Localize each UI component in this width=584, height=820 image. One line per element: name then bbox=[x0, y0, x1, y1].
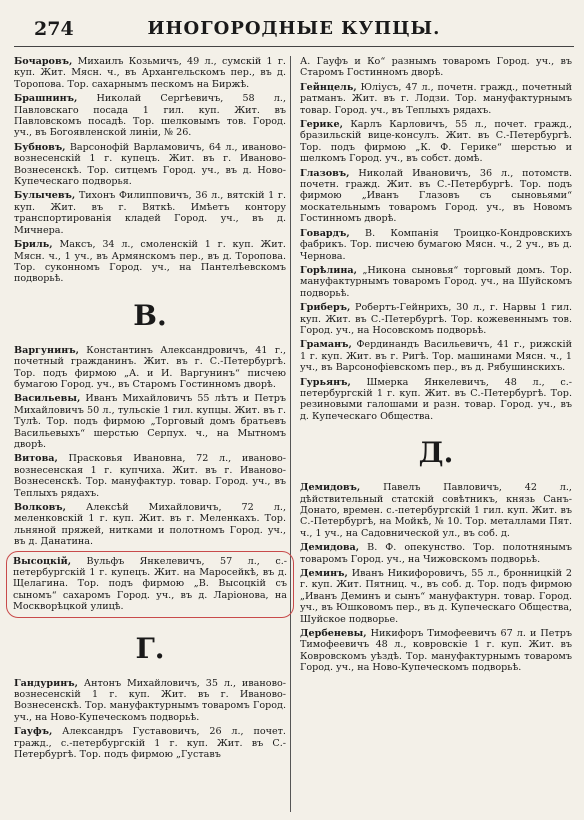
entry-name: Волковъ, bbox=[14, 502, 66, 513]
directory-entry bbox=[14, 56, 286, 90]
entry-detail: Шмерка Янкелевичъ, 48 л., с.-петербургскій 1 г. куп. Жит. въ С.-Петербургѣ. Тор. резиновыми галошами и разн. товар. Город. уч., въ д. Купеческаго Общества. bbox=[300, 376, 572, 422]
entry-name: Гауфъ, bbox=[14, 726, 53, 738]
directory-entry bbox=[14, 142, 286, 188]
entry-name: Дербеневы, bbox=[300, 628, 367, 640]
entry-detail: Робертъ-Гейнрихъ, 30 л., г. Нарвы 1 гил. куп. Жит. въ С.-Петербургѣ. Тор. кожевеннымъ тов. Город. уч., на Носовскомъ подворьѣ. bbox=[300, 302, 572, 336]
directory-entry bbox=[300, 302, 572, 336]
column-divider bbox=[290, 56, 291, 812]
entry-detail: Алексѣй Михайловичъ, 72 л., меленковскій 1 г. куп. Жит. въ г. Меленкахъ. Тор. льняной пряжей, нитками и полотномъ Город. уч., въ д. Данатина. bbox=[14, 502, 286, 548]
entry-detail: Иванъ Михайловичъ 55 лѣтъ и Петръ Михайловичъ 50 л., тульскіе 1 гил. купцы. Жит. въ г. Тулѣ. Тор. подъ фирмою „Торговый домъ братьевъ Васильевыхъ“ шерстью Серпух. ч., на Мытномъ дворѣ. bbox=[14, 393, 286, 450]
directory-entry bbox=[300, 628, 572, 674]
entry-detail: Максъ, 34 л., смоленскій 1 г. куп. Жит. Мясн. ч., 1 уч., въ Армянскомъ пер., въ д. Торопова. Тор. суконномъ Город. уч., на Пантелѣевскомъ подворьѣ. bbox=[14, 239, 286, 285]
entry-name: Горѣлина, bbox=[300, 264, 357, 276]
directory-entry bbox=[14, 93, 286, 139]
entry-detail: Фердинандъ Васильевичъ, 41 г., рижскій 1 г. куп. Жит. въ г. Ригѣ. Тор. машинами Мясн. ч., 1 уч., въ Варсонофіевскомъ пер., въ д. Рябушинскихъ. bbox=[300, 339, 572, 374]
entries-g-continued bbox=[300, 56, 572, 422]
entry-detail: Варсонофій Варламовичъ, 64 л., иваново-вознесенскій 1 г. купецъ. Жит. въ г. Иваново-Вознесенскѣ. Тор. ситцемъ Город. уч., въ д. Ново-Купеческаго подворья. bbox=[14, 141, 286, 188]
entry-name: Демидова, bbox=[300, 542, 360, 554]
entry-name: Высоцкій, bbox=[13, 555, 72, 567]
section-letter-g: Г. bbox=[135, 631, 165, 665]
directory-entry bbox=[14, 239, 286, 285]
entry-detail: Константинъ Александровичъ, 41 г., почетный гражданинъ. Жит. въ г. С.-Петербургѣ. Тор. подъ фирмою „А. и И. Варгунинъ“ писчею бумагою Город. уч., въ Старомъ Гостинномъ дворѣ. bbox=[14, 344, 286, 390]
directory-entry bbox=[300, 542, 572, 565]
entry-detail: Прасковья Ивановна, 72 л., иваново-вознесенская 1 г. купчиха. Жит. въ г. Иваново-Вознесенскѣ. Тор. мануфактур. товар. Город. уч., въ Теплыхъ рядахъ. bbox=[14, 453, 286, 499]
entry-detail: Тихонъ Филипповичъ, 36 л., вятскій 1 г. куп. Жит. въ г. Вяткѣ. Имѣетъ контору транспортированія кладей Город. уч., въ д. Мичнера. bbox=[14, 190, 286, 236]
entry-detail: Александръ Густавовичъ, 26 л., почет. гражд., с.-петербургскій 1 г. куп. Жит. въ С.-Петербургѣ. Тор. подъ фирмою „Густавъ bbox=[14, 726, 286, 761]
entry-detail: Никифоръ Тимофеевичъ 67 л. и Петръ Тимофеевичъ 48 л., ковровскіе 1 г. куп. Жит. въ Ковровскомъ уѣздѣ. Тор. мануфактурнымъ товаромъ Город. уч., на Ново-Купеческомъ подворьѣ. bbox=[300, 628, 572, 674]
entry-detail: Николай Сергѣевичъ, 58 л., Павловскаго посада 1 гил. куп. Жит. въ Павловскомъ посадѣ. Тор. шелковымъ тов. Город. уч., въ Богоявленской линіи, № 26. bbox=[14, 93, 286, 139]
directory-entry bbox=[14, 502, 286, 548]
entry-name: Деминъ, bbox=[300, 568, 348, 580]
entry-detail: В. Компанія Троицко-Кондровскихъ фабрикъ. Тор. писчею бумагою Мясн. ч., 2 уч., въ д. Чернова. bbox=[300, 227, 572, 262]
entry-detail: Карлъ Карловичъ, 55 л., почет. гражд., бразильскій вице-консулъ. Жит. въ С.-Петербургѣ. Тор. подъ фирмою „К. Ф. Герике“ шерстью и шелкомъ Город. уч., въ собст. домѣ. bbox=[300, 119, 572, 165]
entry-name: Витова, bbox=[14, 453, 58, 465]
directory-entry bbox=[300, 265, 572, 299]
entry-detail: „Никона сыновья“ торговый домъ. Тор. мануфактурнымъ товаромъ Город. уч., на Шуйскомъ подворьѣ. bbox=[300, 264, 572, 299]
entry-name: Васильевы, bbox=[14, 393, 81, 405]
entry-detail: Антонъ Михайловичъ, 35 л., иваново-вознесенскій 1 г. куп. Жит. въ г. Иваново-Вознесенскѣ. Тор. мануфактурнымъ товаромъ Город. уч., на Ново-Купеческомъ подворьѣ. bbox=[14, 677, 286, 723]
right-column bbox=[300, 56, 572, 677]
entry-name: Брашнинъ, bbox=[14, 93, 78, 105]
entry-detail: Вульфъ Янкелевичъ, 57 л., с.-петербургскій 1 г. купецъ. Жит. на Маросейкѣ, въ д. Щелагина. Тор. подъ фирмою „В. Высоцкій съ сыномъ“ сахаромъ Город. уч., въ д. Ларіонова, на Москворѣцкой улицѣ. bbox=[13, 555, 287, 613]
entry-name: Гриберъ, bbox=[300, 302, 351, 314]
running-head-title: ИНОГОРОДНЫЕ КУПЦЫ. bbox=[147, 18, 441, 39]
entry-name: Герике, bbox=[300, 119, 343, 131]
page-number: 274 bbox=[34, 18, 74, 40]
entries-b-section bbox=[14, 56, 286, 285]
entry-name: Глазовъ, bbox=[300, 167, 350, 179]
entry-detail: Павелъ Павловичъ, 42 л., дѣйствительный статскій совѣтникъ, князь Санъ-Донато, времен. с.-петербургскій 1 гил. куп. Жит. въ С.-Петербургѣ, на Мойкѣ, № 10. Тор. металлами Пят. ч., 1 уч., на Садовнической ул., въ соб. д. bbox=[300, 482, 572, 539]
entry-name: Граманъ, bbox=[300, 339, 352, 351]
entry-name: Булычевъ, bbox=[14, 190, 76, 202]
section-letter-d: Д. bbox=[418, 436, 454, 470]
directory-entry bbox=[300, 56, 572, 79]
directory-entry bbox=[14, 393, 286, 450]
entries-v-section bbox=[14, 345, 286, 548]
entries-g-section bbox=[14, 678, 286, 761]
entry-name: Говардъ, bbox=[300, 227, 350, 239]
directory-entry bbox=[300, 168, 572, 225]
entry-detail: Юліусъ, 47 л., почетн. гражд., почетный ратманъ. Жит. въ г. Лодзи. Тор. мануфактурнымъ товар. Город. уч., въ Теплыхъ рядахъ. bbox=[300, 81, 572, 116]
directory-entry bbox=[14, 453, 286, 499]
left-column bbox=[14, 56, 286, 764]
directory-entry bbox=[300, 119, 572, 165]
entry-detail: Михаилъ Козьмичъ, 49 л., сумскій 1 г. куп. Жит. Мясн. ч., въ Архангельскомъ пер., въ д. Торопова. Тор. сахарнымъ пескомъ на Биржѣ. bbox=[14, 56, 286, 90]
entry-detail: Николай Ивановичъ, 36 л., потомств. почетн. гражд. Жит. въ С.-Петербургѣ. Тор. подъ фирмою „Иванъ Глазовъ съ сыновьями“ москательнымъ товаромъ Город. уч., въ Новомъ Гостинномъ дворѣ. bbox=[300, 167, 572, 225]
entry-name: Бубновъ, bbox=[14, 141, 66, 153]
directory-entry bbox=[300, 377, 572, 423]
section-letter-v: В. bbox=[133, 298, 167, 332]
entry-name: Гейнцель, bbox=[300, 81, 357, 93]
entry-name: Варгунинъ, bbox=[14, 344, 79, 356]
directory-entry bbox=[14, 726, 286, 760]
directory-entry bbox=[300, 82, 572, 116]
entry-detail: В. Ф. опекунство. Тор. полотнянымъ товаромъ Город. уч., на Чижовскомъ подворьѣ. bbox=[300, 542, 572, 565]
highlighted-entry bbox=[6, 551, 294, 618]
directory-entry bbox=[14, 190, 286, 236]
directory-entry bbox=[300, 339, 572, 373]
entries-d-section bbox=[300, 482, 572, 674]
entry-name: Бочаровъ, bbox=[14, 56, 73, 67]
entry-detail: Иванъ Никифоровичъ, 55 л., бронницкій 2 г. куп. Жит. Пятниц. ч., въ соб. д. Тор. подъ фирмою „Иванъ Деминъ и сынъ“ мануфактурн. товар. Город. уч., въ Юшковомъ пер., въ д. Купеческаго Общества, Шуйское подворье. bbox=[300, 568, 572, 625]
directory-entry bbox=[300, 228, 572, 262]
directory-entry bbox=[14, 678, 286, 724]
entry-detail: А. Гауфъ и Ко“ разнымъ товаромъ Город. уч., въ Старомъ Гостинномъ дворѣ. bbox=[300, 56, 572, 79]
entry-name: Бриль, bbox=[14, 239, 53, 251]
page-header bbox=[14, 16, 574, 47]
entry-name: Гурьянъ, bbox=[300, 376, 351, 388]
directory-entry bbox=[300, 568, 572, 625]
directory-entry bbox=[14, 345, 286, 391]
entry-name: Гандуринъ, bbox=[14, 677, 78, 689]
entry-name: Демидовъ, bbox=[300, 482, 361, 494]
directory-entry bbox=[300, 482, 572, 539]
